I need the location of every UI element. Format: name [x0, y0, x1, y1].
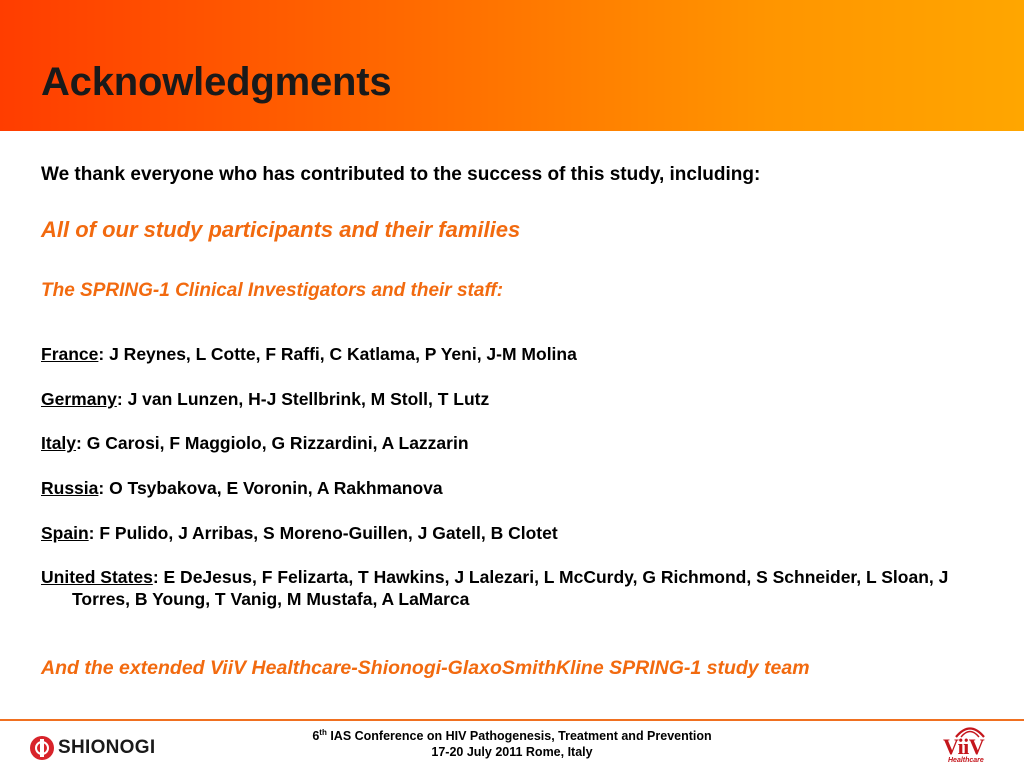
viiv-logo [940, 722, 1000, 766]
participants-line: All of our study participants and their families [41, 217, 521, 242]
country-entry-united-states [41, 567, 991, 610]
page-title: Acknowledgments [41, 60, 392, 104]
viiv-logo-subtext: Healthcare [948, 757, 984, 764]
shionogi-logo-text: SHIONOGI [58, 737, 156, 758]
extended-team-line: And the extended ViiV Healthcare-Shionogi-GlaxoSmithKline SPRING-1 study team [41, 657, 810, 679]
investigator-names: : O Tsybakova, E Voronin, A Rakhmanova [98, 478, 443, 499]
viiv-logo-text: ViiV [943, 734, 985, 759]
country-name: Spain [41, 522, 89, 543]
investigators-list [41, 344, 991, 634]
country-name: United States [41, 567, 153, 588]
conference-name: IAS Conference on HIV Pathogenesis, Treatment and Prevention [326, 729, 712, 744]
title-banner [0, 0, 1024, 131]
conference-title [262, 728, 762, 744]
intro-text: We thank everyone who has contributed to the success of this study, including: [41, 164, 761, 185]
country-entry-germany [41, 389, 991, 411]
conference-date-location: 17-20 July 2011 Rome, Italy [431, 745, 593, 760]
country-name: Russia [41, 478, 99, 499]
country-entry-spain [41, 523, 991, 545]
investigator-names: : E DeJesus, F Felizarta, T Hawkins, J Lalezari, L McCurdy, G Richmond, S Schneider, L Sloan, J Torres, B Young, T Vanig, M Mustafa, A LaMarca [72, 567, 949, 610]
investigators-heading: The SPRING-1 Clinical Investigators and their staff: [41, 280, 504, 301]
investigator-names: : J van Lunzen, H-J Stellbrink, M Stoll, T Lutz [116, 388, 490, 409]
conference-info [262, 728, 762, 761]
country-entry-russia [41, 478, 991, 500]
shionogi-mark-icon [30, 736, 54, 760]
country-name: Italy [41, 433, 77, 454]
country-name: France [41, 344, 99, 364]
investigator-names: : J Reynes, L Cotte, F Raffi, C Katlama, P Yeni, J-M Molina [98, 344, 577, 364]
conference-edition: 6 [312, 729, 320, 744]
investigator-names: : G Carosi, F Maggiolo, G Rizzardini, A Lazzarin [76, 433, 469, 454]
country-name: Germany [41, 388, 117, 409]
investigator-names: : F Pulido, J Arribas, S Moreno-Guillen, J Gatell, B Clotet [88, 522, 558, 543]
footer-divider [0, 719, 1024, 721]
country-entry-france [41, 344, 991, 366]
conference-edition-suffix: th [319, 728, 327, 737]
shionogi-logo [30, 733, 155, 763]
country-entry-italy [41, 433, 991, 455]
